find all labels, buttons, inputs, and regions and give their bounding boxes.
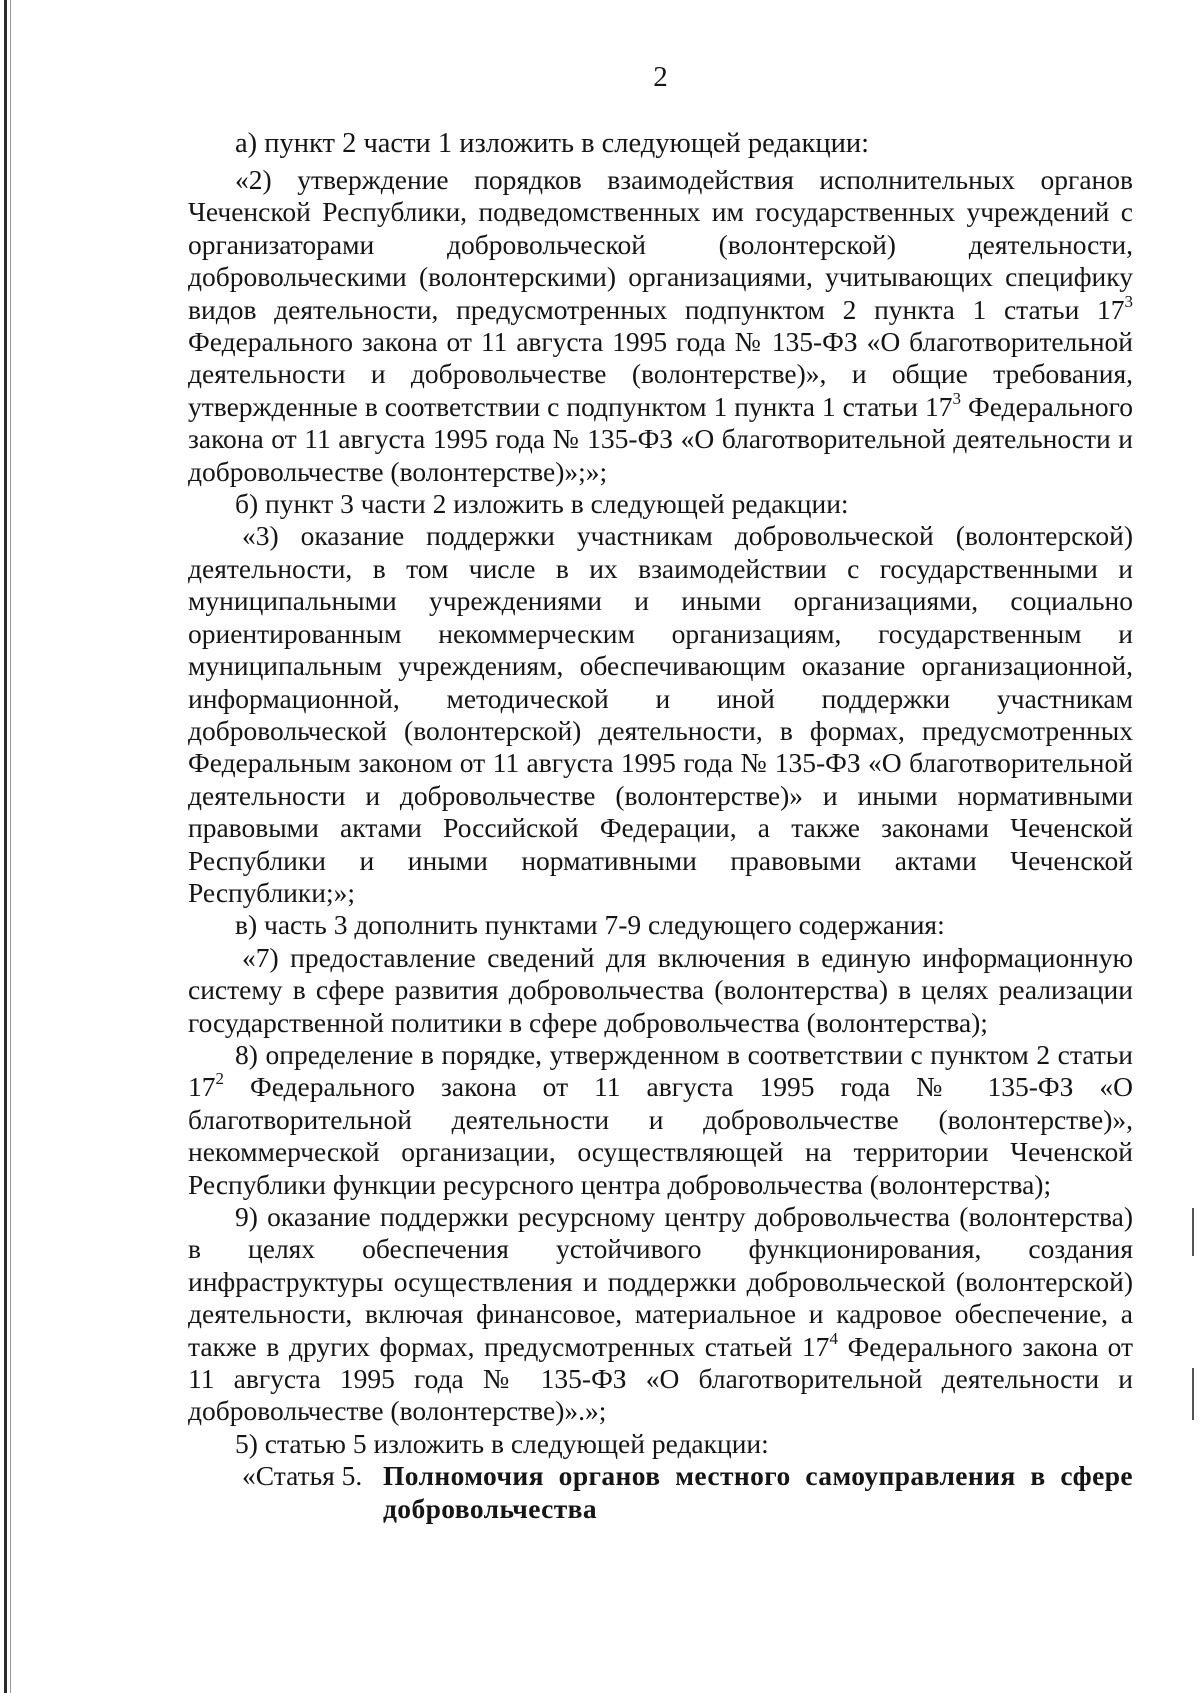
paragraph-item5-intro: 5) статью 5 изложить в следующей редакции: [235, 1427, 769, 1459]
paragraph-a-item2 [188, 164, 1133, 488]
paragraph-v-item8 [188, 1039, 1133, 1201]
superscript: 4 [829, 1328, 838, 1348]
paragraph-v-intro: в) часть 3 дополнить пунктами 7-9 следующего содержания: [235, 909, 945, 941]
scan-edge-left [4, 0, 7, 1693]
text-run: Федерального закона от 11 августа 1995 года № 135-ФЗ «О благотворительной деятельности и добровольчестве (волонтерстве)», некоммерческой организации, осуществляющей на территории Чеченской Республики функции ресурсного центра добровольчества (волонтерства); [188, 1071, 1133, 1200]
paragraph-b-item3: «3) оказание поддержки участникам добровольческой (волонтерской) деятельности, в том числе в их взаимодействии с государственными и муниципальными учреждениями и иными организациями, социально ориентированным некоммерческим организациям, государственным и муниципальным учреждениям, обеспечивающим оказание организационной, информационной, методической и иной поддержки участникам добровольческой (волонтерской) деятельности, в формах, предусмотренных Федеральным законом от 11 августа 1995 года № 135-ФЗ «О благотворительной деятельности и добровольчестве (волонтерстве)» и иными нормативными правовыми актами Российской Федерации, а также законами Чеченской Республики и иными нормативными правовыми актами Чеченской Республики;»; [188, 520, 1133, 908]
text-run: Федерального закона от 11 августа 1995 года № 135-ФЗ «О благотворительной деятельности и добровольчестве (волонтерстве)», и общие требования, утвержденные в соответствии с подпунктом 1 пункта 1 статьи 17 [188, 326, 1133, 422]
page-number: 2 [653, 61, 668, 93]
text-run: 9) оказание поддержки ресурсному центру добровольчества (волонтерства) в целях обеспечения устойчивого функционирования, создания инфраструктуры осуществления и поддержки добровольческой (волонтерской) деятельности, включая финансовое, материальное и кадровое обеспечение, а также в других формах, предусмотренных статьей 17 [188, 1201, 1133, 1362]
text-run: 8) определение в порядке, утвержденном в соответствии с пунктом 2 статьи 17 [188, 1038, 1133, 1103]
article-heading [188, 1460, 1133, 1525]
paragraph-v-item7: «7) предоставление сведений для включения в единую информационную систему в сфере развития добровольчества (волонтерства) в целях реализации государственной политики в сфере добровольчества (волонтерства); [188, 941, 1133, 1038]
scan-mark-right [1192, 1208, 1194, 1256]
text-run: Федерального закона от 11 августа 1995 года № 135-ФЗ «О благотворительной деятельности и добровольчестве (волонтерстве)».»; [188, 1330, 1133, 1427]
paragraph-b-intro: б) пункт 3 части 2 изложить в следующей редакции: [235, 488, 849, 520]
article-title: Полномочия органов местного самоуправления в сфере добровольчества [383, 1460, 1133, 1524]
paragraph-a-intro: а) пункт 2 части 1 изложить в следующей редакции: [235, 128, 870, 159]
scan-mark-right [1192, 1368, 1194, 1420]
scan-edge-shadow [10, 0, 11, 1693]
text-run: Федерального закона от 11 августа 1995 года № 135-ФЗ «О благотворительной деятельности и добровольчестве (волонтерстве)»;»; [188, 390, 1134, 487]
article-label: «Статья 5. [242, 1460, 363, 1492]
text-run: «2) утверждение порядков взаимодействия исполнительных органов Чеченской Республики, подведомственных им государственных учреждений с организаторами добровольческой (волонтерской) деятельности, добровольческими (волонтерскими) организациями, учитывающих специфику видов деятельности, предусмотренных подпунктом 2 пункта 1 статьи 17 [188, 164, 1133, 325]
document-page [188, 50, 1133, 1525]
paragraph-v-item9 [188, 1201, 1133, 1428]
superscript: 3 [952, 388, 961, 408]
superscript: 3 [1124, 291, 1133, 311]
superscript: 2 [215, 1069, 224, 1089]
